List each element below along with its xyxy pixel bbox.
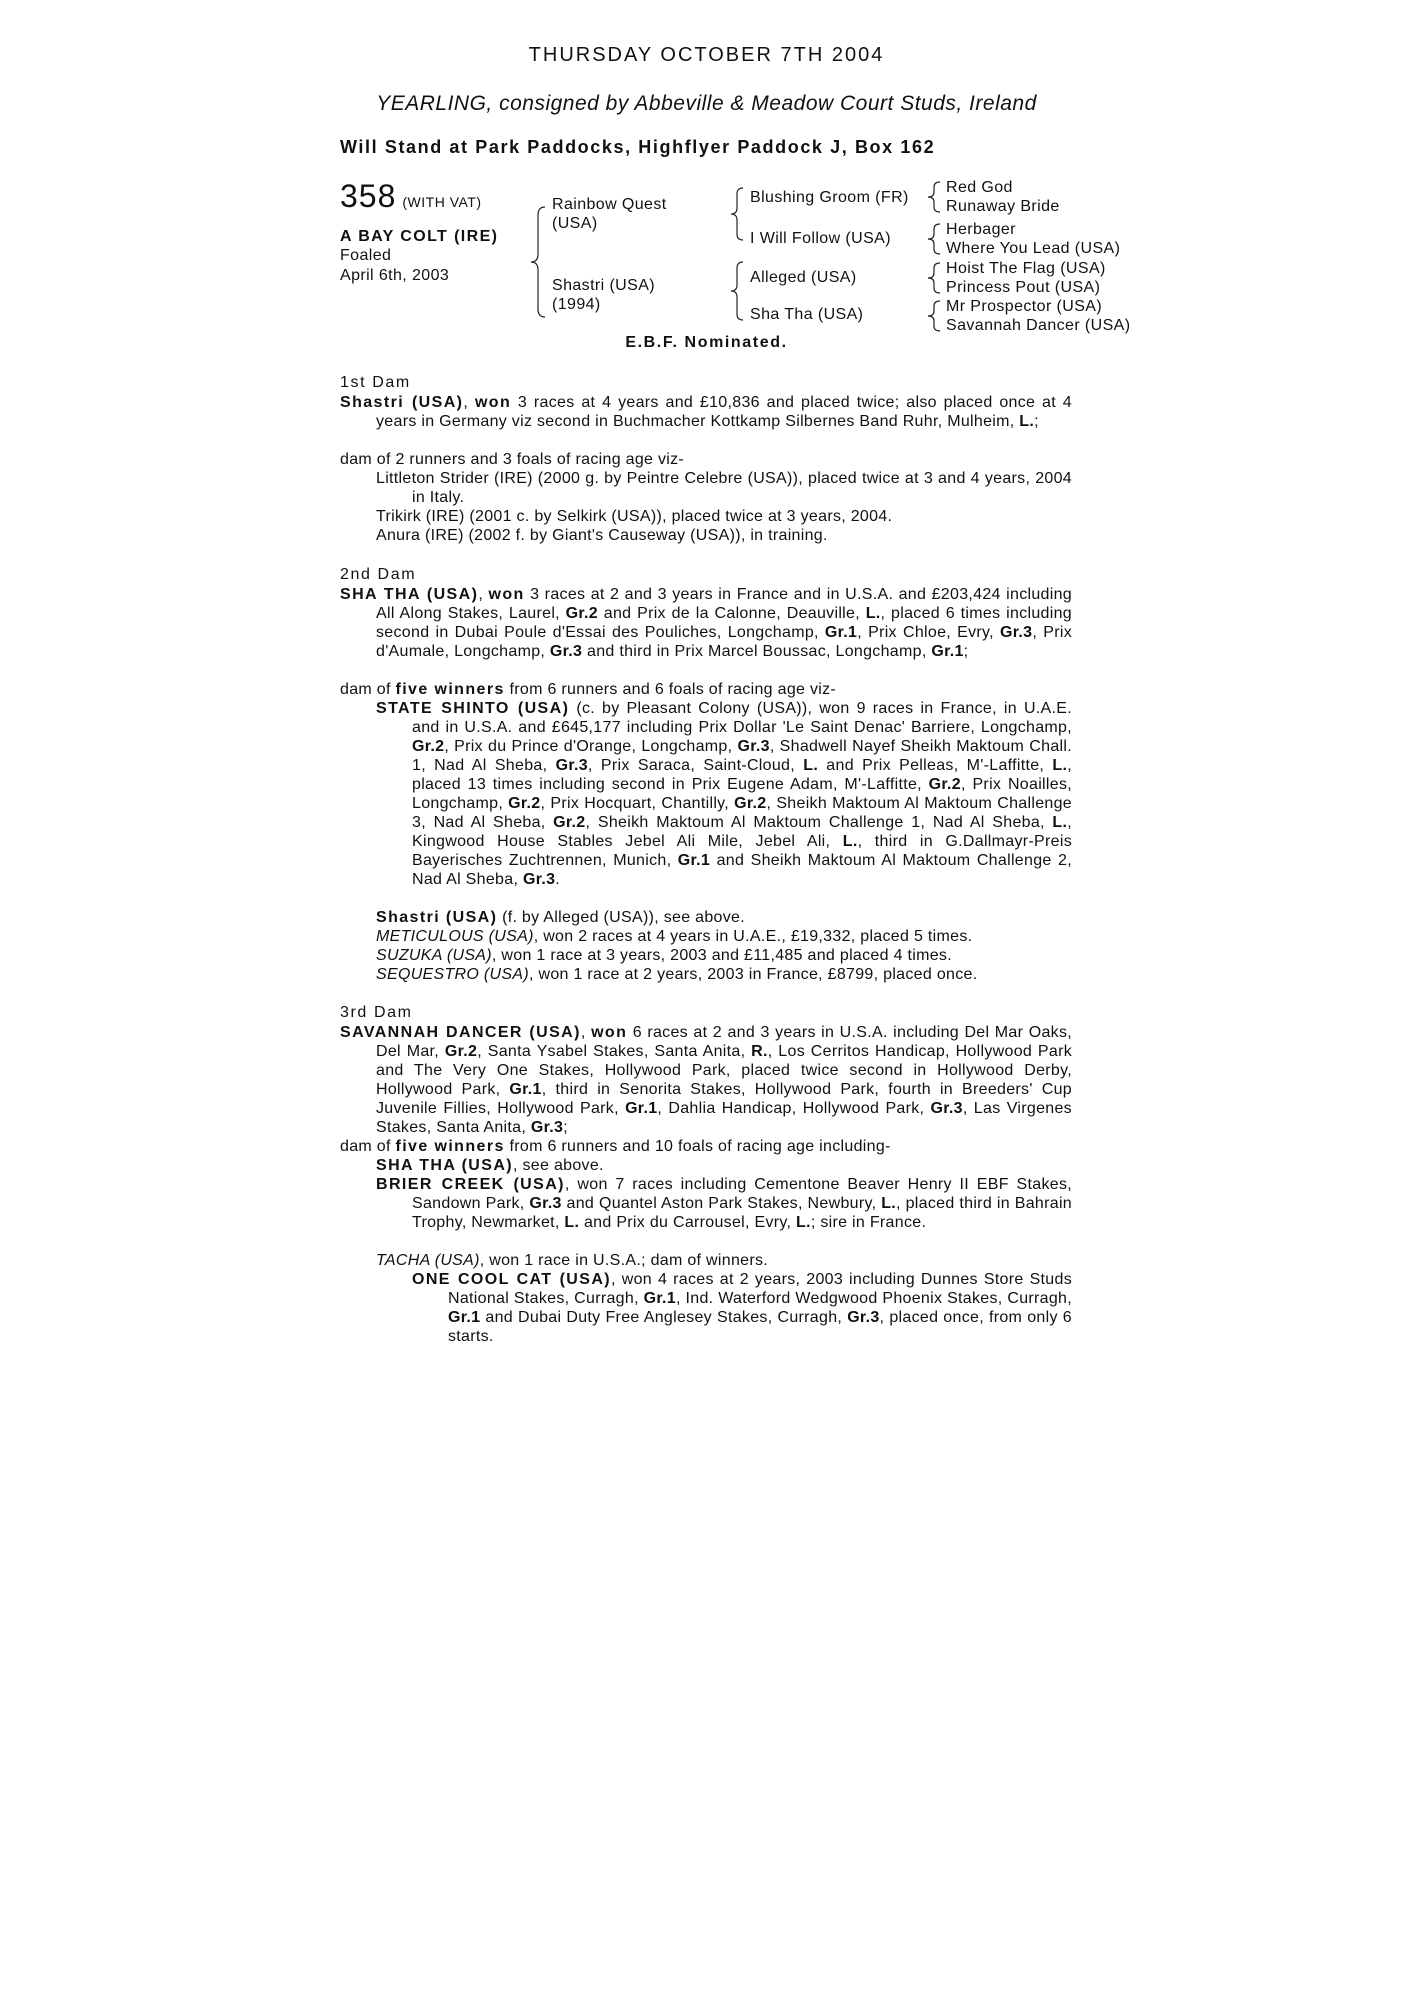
pedigree-dam-dam: Sha Tha (USA): [750, 306, 864, 323]
produce-item-sha-tha: SHA THA (USA), see above.: [376, 1157, 604, 1174]
foaled-info: [340, 246, 449, 286]
second-dam-record: SHA THA (USA), won 3 races at 2 and 3 years in France and in U.S.A. and £203,424 including All Along Stakes, Laurel, Gr.2 and Prix de la Calonne, Deauville, L., placed 6 times including second in Dubai Poule d'Essai des Pouliches, Longchamp, Gr.1, Prix Chloe, Evry, Gr.3, Prix d'Aumale, Longchamp, Gr.3 and third in Prix Marcel Boussac, Longchamp, Gr.1;: [340, 586, 1073, 660]
pedigree-g3-2: Herbager Where You Lead (USA): [946, 221, 1121, 257]
produce-item-state-shinto: STATE SHINTO (USA) (c. by Pleasant Colony (USA)), won 9 races in France, in U.A.E. and in U.S.A. and £645,177 including Prix Dollar 'Le Saint Denac' Barriere, Longchamp, Gr.2, Prix du Prince d'Orange, Longchamp, Gr.3, Shadwell Nayef Sheikh Maktoum Chall. 1, Nad Al Sheba, Gr.3, Prix Saraca, Saint-Cloud, L. and Prix Pelleas, M'-Laffitte, L., placed 13 times including second in Prix Eugene Adam, M'-Laffitte, Gr.2, Prix Noailles, Longchamp, Gr.2, Prix Hocquart, Chantilly, Gr.2, Sheikh Maktoum Al Maktoum Challenge 3, Nad Al Sheba, Gr.2, Sheikh Maktoum Al Maktoum Challenge 1, Nad Al Sheba, L., Kingwood House Stables Jebel Ali Mile, Jebel Ali, L., third in G.Dallmayr-Preis Bayerisches Zuchtrennen, Munich, Gr.1 and Sheikh Maktoum Al Maktoum Challenge 2, Nad Al Sheba, Gr.3.: [376, 700, 1072, 888]
produce-item-suzuka: SUZUKA (USA), won 1 race at 3 years, 2003 and £11,485 and placed 4 times.: [376, 947, 952, 964]
pedigree-sire: Rainbow Quest (USA): [552, 196, 667, 232]
vat-note: (WITH VAT): [402, 194, 482, 210]
pedigree-bracket-main: [535, 207, 549, 317]
produce-item-shastri: Shastri (USA) (f. by Alleged (USA)), see above.: [376, 909, 745, 926]
produce-item: Littleton Strider (IRE) (2000 g. by Peintre Celebre (USA)), placed twice at 3 and 4 years, 2004 in Italy.: [376, 470, 1072, 506]
lot-number-block: [340, 178, 482, 215]
produce-item-tacha: TACHA (USA), won 1 race in U.S.A.; dam of winners.: [376, 1252, 769, 1269]
first-dam-name: Shastri (USA): [340, 394, 464, 411]
second-dam-name: SHA THA (USA): [340, 586, 479, 603]
sale-date: THURSDAY OCTOBER 7TH 2004: [528, 44, 885, 66]
produce-item-brier-creek: BRIER CREEK (USA), won 7 races including Cementone Beaver Henry II EBF Stakes, Sandown Park, Gr.3 and Quantel Aston Park Stakes, Newbury, L., placed third in Bahrain Trophy, Newmarket, L. and Prix du Carrousel, Evry, L.; sire in France.: [376, 1176, 1072, 1231]
produce-item-sequestro: SEQUESTRO (USA), won 1 race at 2 years, 2003 in France, £8799, placed once.: [376, 966, 978, 983]
pedigree-sire-sire: Blushing Groom (FR): [750, 189, 909, 206]
pedigree-bracket-sire: [734, 188, 746, 240]
pedigree-g3-4: Mr Prospector (USA) Savannah Dancer (USA): [946, 298, 1131, 334]
third-dam-record: SAVANNAH DANCER (USA), won 6 races at 2 and 3 years in U.S.A. including Del Mar Oaks, Del Mar, Gr.2, Santa Ysabel Stakes, Santa Anita, R., Los Cerritos Handicap, Hollywood Park and The Very One Stakes, Hollywood Park, placed twice second in Hollywood Derby, Hollywood Park, Gr.1, third in Senorita Stakes, Hollywood Park, fourth in Breeders' Cup Juvenile Fillies, Hollywood Park, Gr.1, Dahlia Handicap, Hollywood Park, Gr.3, Las Virgenes Stakes, Santa Anita, Gr.3;: [340, 1024, 1072, 1136]
pedigree-bracket-g3-2: [931, 224, 943, 254]
pedigree-g3-1: Red God Runaway Bride: [946, 179, 1060, 215]
foaled-date: April 6th, 2003: [340, 267, 450, 284]
pedigree-dam: Shastri (USA) (1994): [552, 277, 655, 313]
first-dam-produce-summary: dam of 2 runners and 3 foals of racing age viz-: [340, 451, 685, 468]
consignor-line: YEARLING, consigned by Abbeville & Meadow Court Studs, Ireland: [376, 92, 1037, 115]
foaled-label: Foaled: [340, 247, 392, 264]
produce-item: Anura (IRE) (2002 f. by Giant's Causeway (USA)), in training.: [376, 527, 828, 544]
first-dam-heading: 1st Dam: [340, 374, 411, 391]
third-dam-heading: 3rd Dam: [340, 1004, 413, 1021]
third-dam-produce-summary: dam of five winners from 6 runners and 10 foals of racing age including-: [340, 1138, 891, 1155]
third-dam-name: SAVANNAH DANCER (USA): [340, 1024, 581, 1041]
pedigree-bracket-dam: [734, 262, 746, 320]
pedigree-g3-3: Hoist The Flag (USA) Princess Pout (USA): [946, 260, 1106, 296]
pedigree-bracket-g3-3: [931, 263, 943, 293]
pedigree-sire-dam: I Will Follow (USA): [750, 230, 891, 247]
produce-item-one-cool-cat: ONE COOL CAT (USA), won 4 races at 2 years, 2003 including Dunnes Store Studs National Stakes, Curragh, Gr.1, Ind. Waterford Wedgwood Phoenix Stakes, Curragh, Gr.1 and Dubai Duty Free Anglesey Stakes, Curragh, Gr.3, placed once, from only 6 starts.: [412, 1271, 1072, 1345]
pedigree-dam-sire: Alleged (USA): [750, 269, 857, 286]
second-dam-produce-summary: dam of five winners from 6 runners and 6 foals of racing age viz-: [340, 681, 837, 698]
produce-item-meticulous: METICULOUS (USA), won 2 races at 4 years in U.A.E., £19,332, placed 5 times.: [376, 928, 973, 945]
pedigree-bracket-g3-1: [931, 182, 943, 212]
second-dam-heading: 2nd Dam: [340, 566, 417, 583]
lot-number: 358: [340, 178, 397, 214]
stabling-location: Will Stand at Park Paddocks, Highflyer Paddock J, Box 162: [340, 137, 936, 157]
produce-item: Trikirk (IRE) (2001 c. by Selkirk (USA)), placed twice at 3 years, 2004.: [376, 508, 893, 525]
lot-title: A BAY COLT (IRE): [340, 228, 499, 245]
first-dam-record: Shastri (USA), won 3 races at 4 years and £10,836 and placed twice; also placed once at 4 years in Germany viz second in Buchmacher Kottkamp Silbernes Band Ruhr, Mulheim, L.;: [340, 394, 1072, 430]
ebf-nominated: E.B.F. Nominated.: [625, 334, 788, 351]
pedigree-bracket-g3-4: [931, 301, 943, 331]
